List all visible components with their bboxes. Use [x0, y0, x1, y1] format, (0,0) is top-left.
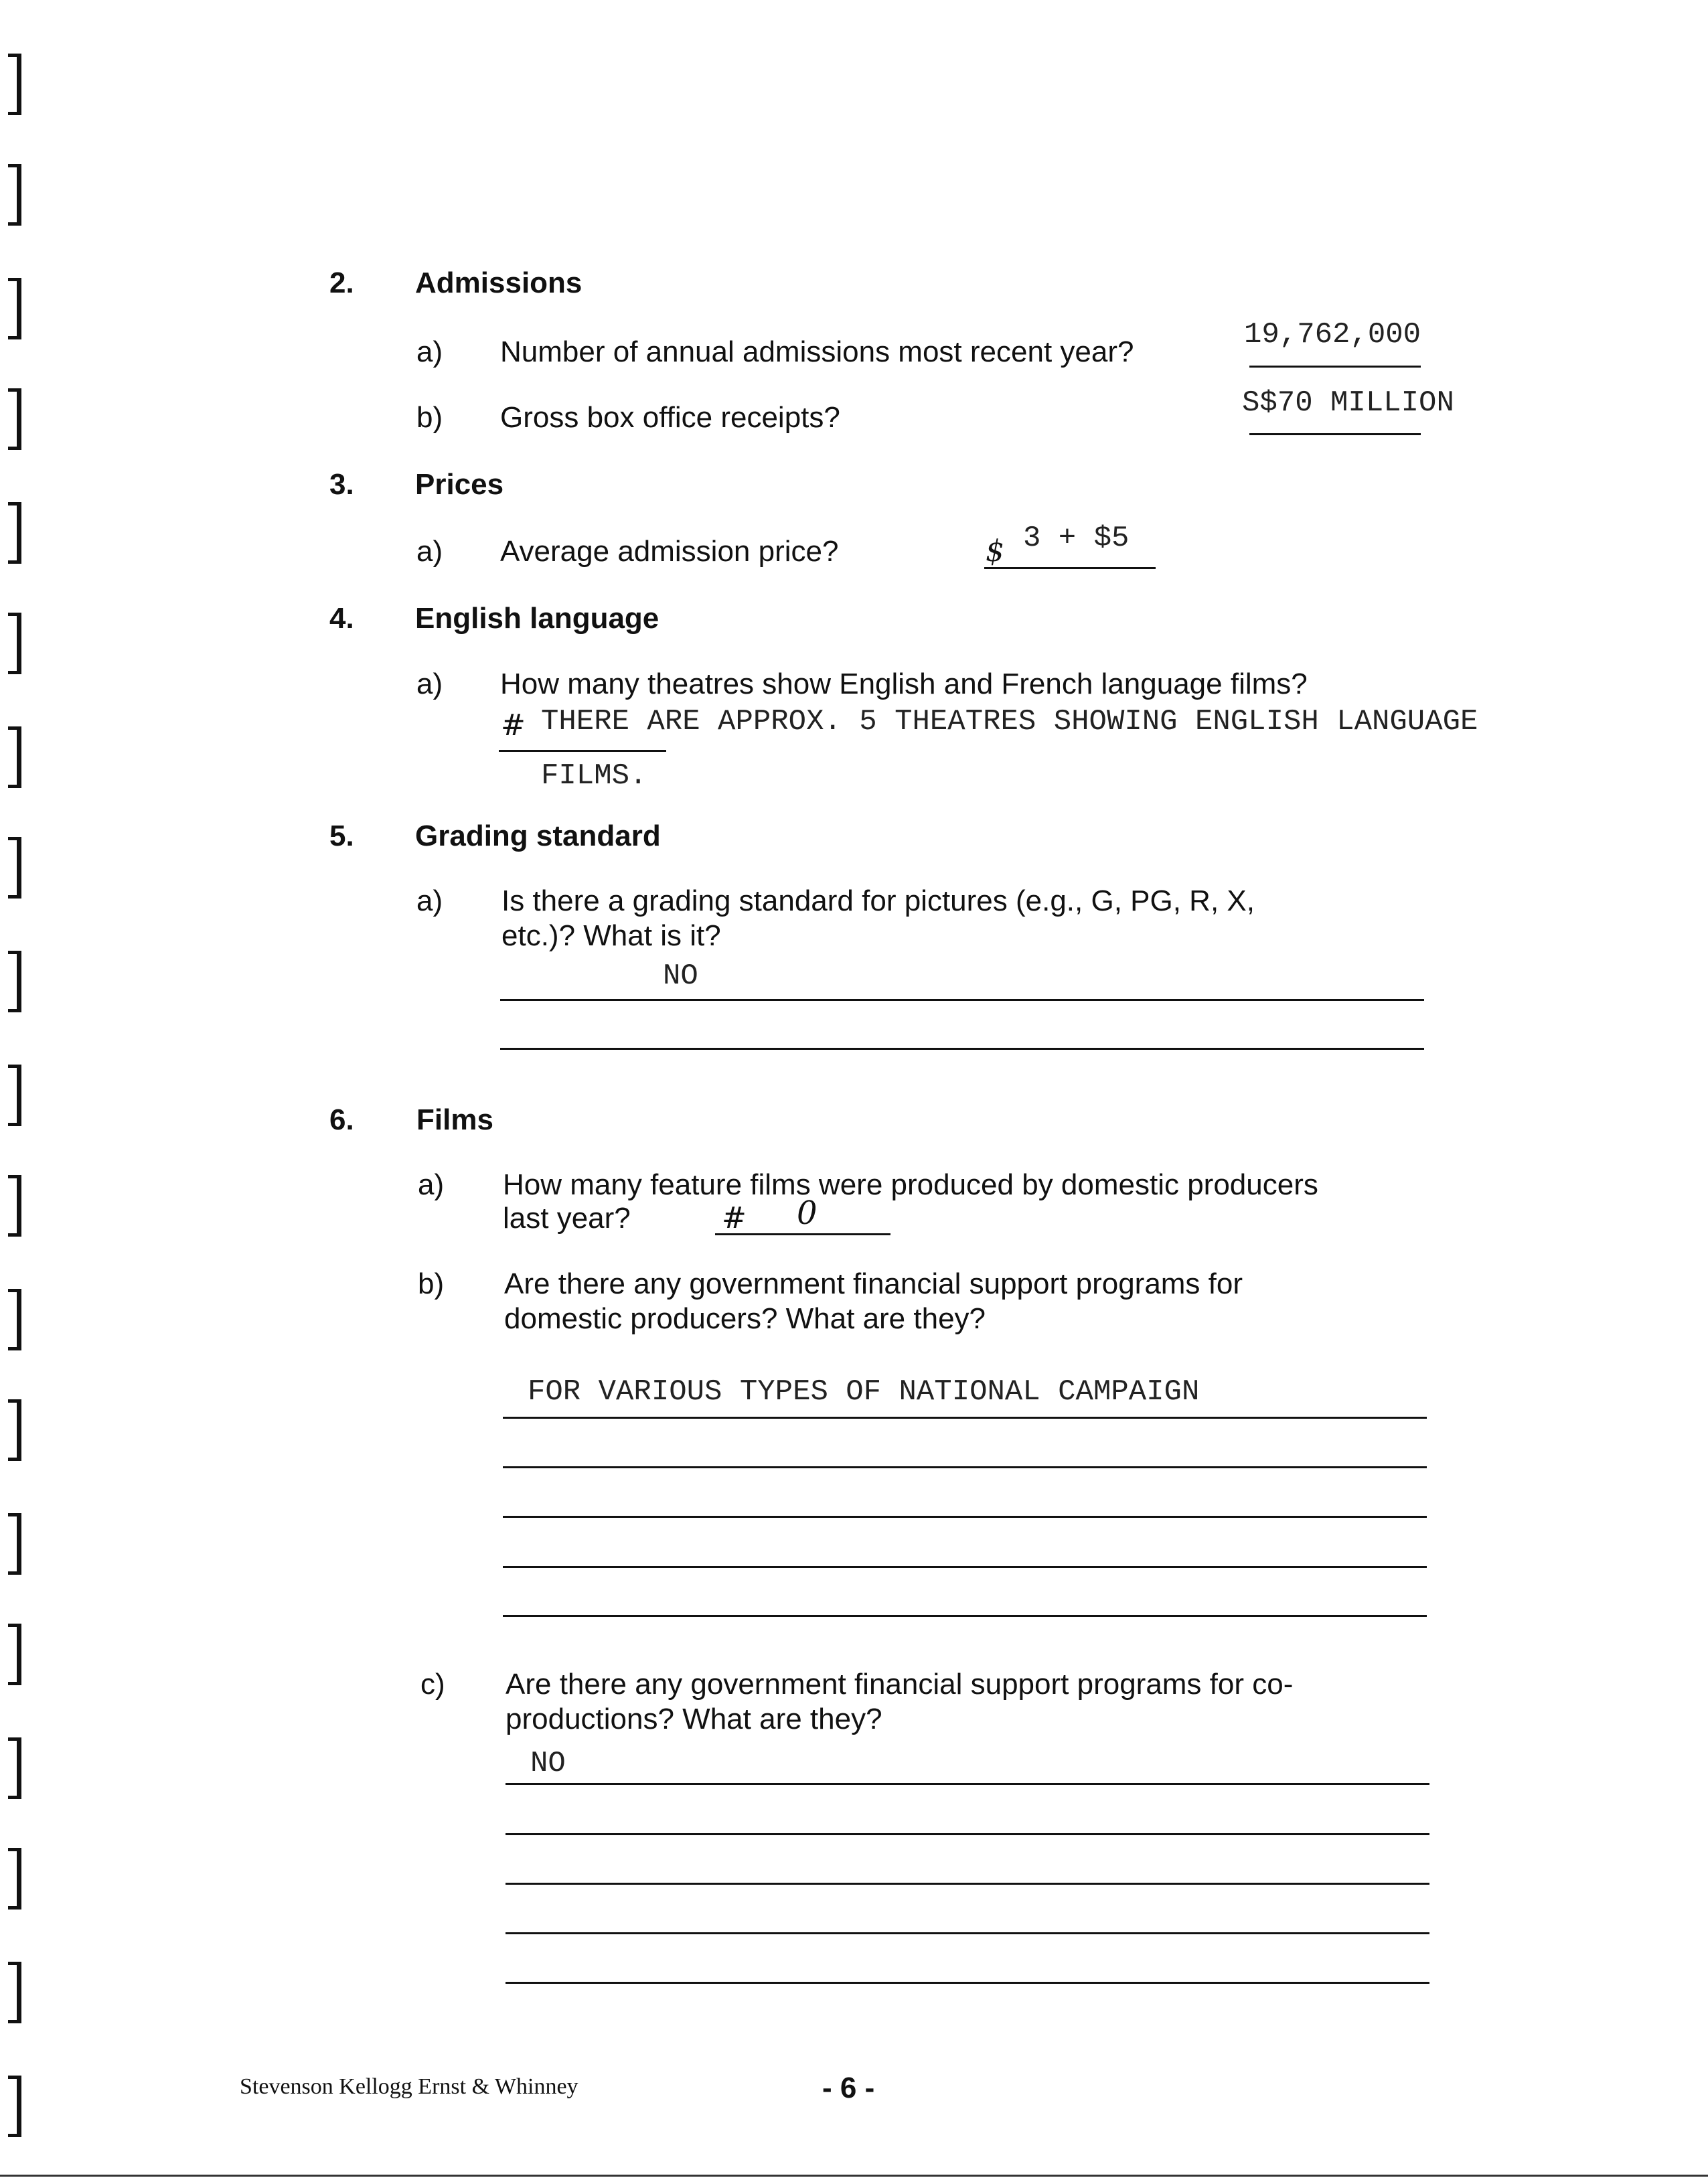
english-theatres-answer-continued: FILMS. [541, 759, 647, 793]
answer-line [506, 1783, 1429, 1785]
question-text-continued: domestic producers? What are they? [504, 1302, 986, 1335]
answer-line [503, 1466, 1427, 1468]
binder-bracket [8, 278, 21, 339]
binder-bracket [8, 54, 21, 115]
dollar-prefix: $ [986, 534, 1004, 568]
question-label: b) [416, 401, 443, 434]
grading-standard-answer: NO [663, 959, 698, 993]
binder-bracket [8, 1962, 21, 2023]
binder-bracket [8, 1737, 21, 1799]
binder-bracket [8, 502, 21, 564]
question-label: b) [418, 1267, 445, 1300]
question-text: Is there a grading standard for pictures (e.g., G, PG, R, X, [501, 884, 1255, 917]
question-label: a) [416, 335, 443, 368]
binder-bracket [8, 1513, 21, 1575]
section-number: 6. [329, 1103, 354, 1136]
binder-bracket [8, 2076, 21, 2137]
answer-line [506, 1982, 1429, 1984]
binder-bracket [8, 837, 21, 899]
section-title: Films [416, 1103, 493, 1136]
section-number: 4. [329, 602, 354, 635]
answer-line [1249, 433, 1421, 435]
section-number: 2. [329, 266, 354, 299]
page-bottom-edge [0, 2175, 1708, 2177]
answer-line [506, 1833, 1429, 1835]
footer-firm-name: Stevenson Kellogg Ernst & Whinney [240, 2074, 578, 2099]
section-number: 3. [329, 468, 354, 501]
question-text: How many theatres show English and French language films? [500, 668, 1308, 700]
question-text: How many feature films were produced by domestic producers [503, 1168, 1318, 1201]
question-text: Gross box office receipts? [500, 401, 840, 434]
section-title: English language [415, 602, 659, 635]
producer-support-answer: FOR VARIOUS TYPES OF NATIONAL CAMPAIGN [528, 1375, 1200, 1409]
answer-line [503, 1615, 1427, 1617]
question-label: a) [416, 884, 443, 917]
answer-line [715, 1233, 890, 1235]
question-text-continued: productions? What are they? [506, 1703, 882, 1735]
binder-bracket [8, 1175, 21, 1237]
binder-bracket [8, 613, 21, 674]
section-title: Grading standard [415, 820, 661, 852]
page-number: - 6 - [822, 2072, 875, 2104]
question-text-continued: etc.)? What is it? [501, 919, 721, 952]
binder-bracket [8, 951, 21, 1012]
answer-line [503, 1516, 1427, 1518]
binder-bracket [8, 1289, 21, 1350]
question-label: a) [416, 668, 443, 700]
binder-bracket [8, 726, 21, 788]
hash-prefix: # [501, 708, 526, 743]
binder-bracket [8, 1624, 21, 1685]
answer-line [506, 1932, 1429, 1934]
question-label: a) [418, 1168, 445, 1201]
answer-line [506, 1883, 1429, 1885]
section-title: Admissions [415, 266, 583, 299]
english-theatres-answer: THERE ARE APPROX. 5 THEATRES SHOWING ENGLISH LANGUAGE [541, 705, 1478, 738]
admission-price-answer: 3 + $5 [1023, 522, 1130, 555]
binder-bracket [8, 164, 21, 226]
binder-bracket [8, 1399, 21, 1461]
binder-bracket [8, 1065, 21, 1126]
question-text-continued: last year? [503, 1202, 631, 1235]
section-number: 5. [329, 820, 354, 852]
section-title: Prices [415, 468, 504, 501]
question-label: a) [416, 535, 443, 568]
box-office-answer: S$70 MILLION [1242, 386, 1454, 420]
answer-line [499, 750, 666, 752]
answer-line [500, 1048, 1424, 1050]
answer-line [984, 567, 1156, 569]
question-text: Are there any government financial support programs for co- [506, 1668, 1294, 1701]
hash-prefix: # [722, 1201, 747, 1235]
answer-line [503, 1566, 1427, 1568]
annual-admissions-answer: 19,762,000 [1244, 318, 1421, 352]
binder-bracket [8, 1848, 21, 1910]
answer-line [1249, 366, 1421, 368]
binder-bracket [8, 388, 21, 450]
question-text: Number of annual admissions most recent year? [500, 335, 1134, 368]
answer-line [503, 1417, 1427, 1419]
question-text: Average admission price? [500, 535, 839, 568]
coproduction-support-answer: NO [530, 1747, 566, 1780]
answer-line [500, 999, 1424, 1001]
films-produced-answer: 0 [797, 1194, 818, 1232]
question-text: Are there any government financial support programs for [504, 1267, 1243, 1300]
question-label: c) [420, 1668, 445, 1701]
